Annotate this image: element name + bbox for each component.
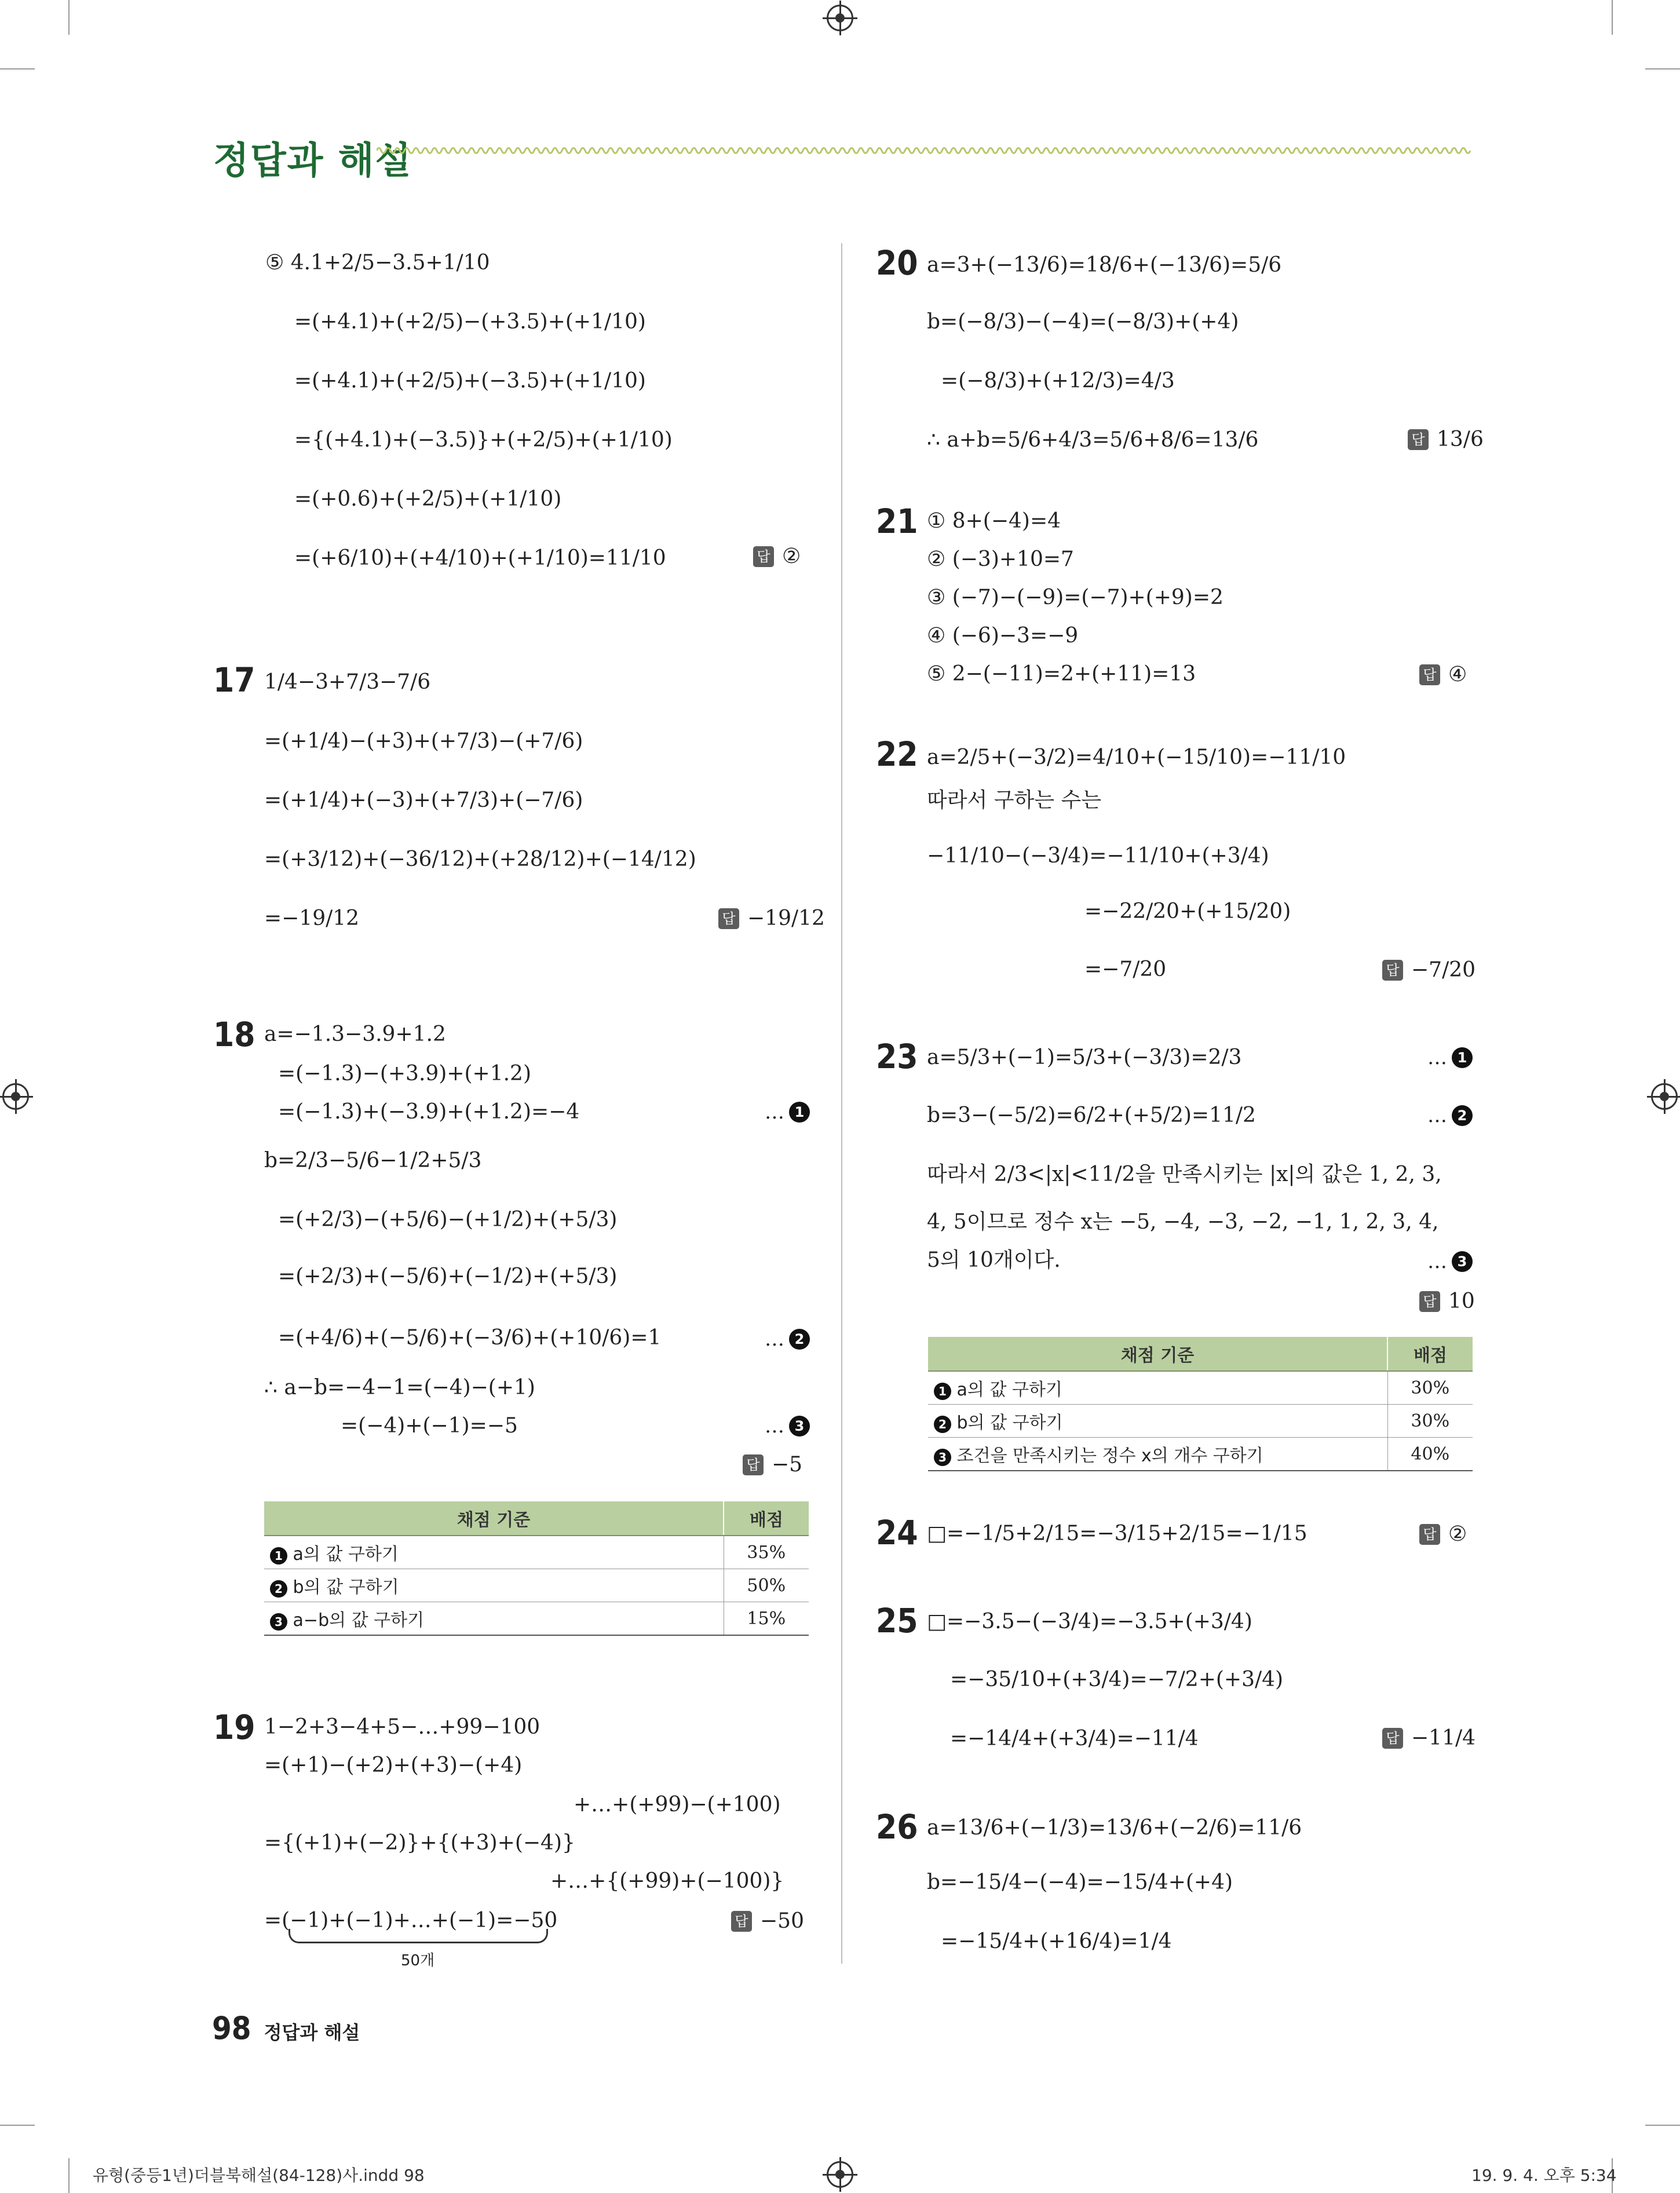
answer: [1382, 958, 1476, 982]
table-row: [928, 1405, 1473, 1438]
page-number: 98: [212, 2010, 251, 2046]
answer-box-icon: 답: [1419, 664, 1440, 685]
criterion-score: 30%: [1387, 1371, 1473, 1405]
registration-mark-bottom: [827, 2161, 853, 2188]
solution-line: =−35/10+(+3/4)=−7/2+(+3/4): [950, 1668, 1284, 1691]
solution-line: b=(−8/3)−(−4)=(−8/3)+(+4): [927, 310, 1239, 334]
solution-line: =(−1)+(−1)+…+(−1)=−50: [264, 1909, 558, 1932]
solution-line: =(−8/3)+(+12/3)=4/3: [941, 369, 1175, 393]
solution-line: b=3−(−5/2)=6/2+(+5/2)=11/2: [927, 1103, 1256, 1127]
table-row: [264, 1536, 809, 1569]
criterion-label: b의 값 구하기: [956, 1413, 1063, 1433]
solution-line: +…+(+99)−(+100): [574, 1793, 781, 1816]
solution-line: ② (−3)+10=7: [927, 547, 1074, 571]
crop-mark: [68, 0, 70, 35]
step-3-icon: 3: [789, 1416, 810, 1437]
solution-line: b=−15/4−(−4)=−15/4+(+4): [927, 1870, 1233, 1894]
criterion-score: 50%: [724, 1569, 809, 1602]
answer-box-icon: 답: [1408, 429, 1429, 450]
step-icon: 1: [934, 1383, 951, 1400]
solution-line: 4, 5이므로 정수 x는 −5, −4, −3, −2, −1, 1, 2, 3, 4,: [927, 1210, 1439, 1234]
criterion-label: b의 값 구하기: [293, 1577, 399, 1598]
answer: [743, 1453, 802, 1476]
solution-line: =−14/4+(+3/4)=−11/4: [950, 1727, 1199, 1750]
solution-line: =(+1)−(+2)+(+3)−(+4): [264, 1753, 523, 1777]
solution-line: =(+2/3)−(+5/6)−(+1/2)+(+5/3): [278, 1208, 618, 1231]
step-icon: 3: [934, 1449, 951, 1466]
solution-line: □=−3.5−(−3/4)=−3.5+(+3/4): [927, 1610, 1252, 1633]
column-divider: [841, 243, 842, 1964]
answer-box-icon: 답: [1382, 960, 1403, 981]
answer-box-icon: 답: [1382, 1728, 1403, 1749]
answer-value: 13/6: [1437, 427, 1484, 451]
step-marker: … 3: [765, 1415, 810, 1438]
step-2-icon: 2: [1452, 1105, 1473, 1126]
problem-number: 21: [876, 502, 918, 541]
solution-line: ① 8+(−4)=4: [927, 509, 1061, 533]
table-header: 배점: [1387, 1337, 1473, 1371]
answer: [718, 907, 825, 930]
crop-mark: [0, 2125, 35, 2126]
problem-number: 19: [213, 1708, 255, 1747]
step-icon: 1: [270, 1547, 287, 1565]
table-row: [928, 1438, 1473, 1471]
answer-value: −7/20: [1411, 958, 1476, 982]
step-2-icon: 2: [789, 1329, 810, 1350]
table-row: [264, 1569, 809, 1602]
step-marker: … 2: [1427, 1104, 1473, 1127]
solution-line: =(+3/12)+(−36/12)+(+28/12)+(−14/12): [264, 847, 696, 871]
solution-line: =(+0.6)+(+2/5)+(+1/10): [294, 487, 562, 511]
solution-line: ⑤ 2−(−11)=2+(+11)=13: [927, 662, 1196, 686]
step-1-icon: 1: [789, 1102, 810, 1123]
crop-mark: [1645, 68, 1680, 70]
solution-line: 5의 10개이다.: [927, 1248, 1061, 1272]
answer: [753, 544, 801, 568]
answer: [1382, 1726, 1476, 1750]
answer: [1419, 663, 1467, 686]
solution-line: =(+2/3)+(−5/6)+(−1/2)+(+5/3): [278, 1264, 618, 1288]
solution-line: =(+1/4)+(−3)+(+7/3)+(−7/6): [264, 788, 583, 812]
problem-number: 24: [876, 1513, 918, 1552]
solution-line: =−15/4+(+16/4)=1/4: [941, 1929, 1172, 1953]
criterion-score: 35%: [724, 1536, 809, 1569]
table-row: [928, 1371, 1473, 1405]
solution-line: −11/10−(−3/4)=−11/10+(+3/4): [927, 844, 1269, 868]
criterion-label: 조건을 만족시키는 정수 x의 개수 구하기: [956, 1446, 1263, 1466]
table-row: [264, 1602, 809, 1636]
step-marker: … 3: [1427, 1250, 1473, 1273]
solution-line: +…+{(+99)+(−100)}: [550, 1869, 784, 1893]
solution-line: =(+4.1)+(+2/5)+(−3.5)+(+1/10): [294, 369, 646, 393]
solution-line: 따라서 구하는 수는: [927, 788, 1102, 812]
answer-value: −50: [760, 1909, 804, 1933]
table-header: 채점 기준: [928, 1337, 1387, 1371]
step-marker: … 1: [765, 1101, 810, 1124]
crop-mark: [68, 2158, 70, 2193]
page-label: 정답과 해설: [264, 2022, 360, 2044]
solution-line: =(+6/10)+(+4/10)+(+1/10)=11/10: [294, 546, 666, 570]
solution-line: =(+4/6)+(−5/6)+(−3/6)+(+10/6)=1: [278, 1326, 662, 1350]
page-header-title: 정답과 해설: [213, 140, 412, 182]
criterion-label: a의 값 구하기: [293, 1544, 399, 1565]
answer-value: −11/4: [1411, 1726, 1476, 1750]
solution-line: a=−1.3−3.9+1.2: [264, 1022, 446, 1046]
answer: [1419, 1289, 1475, 1313]
solution-line: ={(+4.1)+(−3.5)}+(+2/5)+(+1/10): [294, 428, 673, 452]
grading-criteria-table: [264, 1501, 809, 1636]
solution-line: ∴ a−b=−4−1=(−4)−(+1): [264, 1376, 535, 1399]
problem-number: 22: [876, 734, 918, 774]
registration-mark-left: [2, 1083, 29, 1110]
answer: [731, 1909, 804, 1933]
criterion-score: 40%: [1387, 1438, 1473, 1471]
registration-mark-right: [1651, 1083, 1678, 1110]
solution-line: ③ (−7)−(−9)=(−7)+(+9)=2: [927, 586, 1224, 609]
solution-line: =(+1/4)−(+3)+(+7/3)−(+7/6): [264, 729, 583, 753]
header-wave-rule: [377, 144, 1477, 158]
answer-value: ②: [782, 544, 801, 568]
answer: [1408, 427, 1484, 451]
crop-mark: [0, 68, 35, 70]
solution-line: ∴ a+b=5/6+4/3=5/6+8/6=13/6: [927, 428, 1259, 452]
problem-number: 26: [876, 1807, 918, 1847]
page-footer: [212, 2010, 360, 2046]
solution-line: 1/4−3+7/3−7/6: [264, 670, 431, 694]
step-1-icon: 1: [1452, 1047, 1473, 1068]
solution-line: 1−2+3−4+5−…+99−100: [264, 1715, 540, 1739]
table-header: 채점 기준: [264, 1501, 724, 1536]
solution-line: a=2/5+(−3/2)=4/10+(−15/10)=−11/10: [927, 745, 1346, 769]
answer-box-icon: 답: [718, 908, 739, 929]
crop-mark: [1612, 0, 1613, 35]
solution-line: =(−4)+(−1)=−5: [341, 1414, 518, 1438]
file-name: 유형(중등1년)더블북해설(84-128)사.indd 98: [93, 2166, 425, 2185]
problem-number: 20: [876, 243, 918, 283]
grading-criteria-table: [928, 1337, 1473, 1471]
solution-line: □=−1/5+2/15=−3/15+2/15=−1/15: [927, 1522, 1308, 1545]
answer: [1419, 1522, 1467, 1546]
underbrace: [288, 1929, 548, 1943]
answer-value: 10: [1448, 1289, 1475, 1313]
solution-line: a=3+(−13/6)=18/6+(−13/6)=5/6: [927, 253, 1282, 277]
print-timestamp: 19. 9. 4. 오후 5:34: [1471, 2166, 1617, 2185]
answer-box-icon: 답: [1419, 1291, 1440, 1312]
criterion-label: a의 값 구하기: [956, 1380, 1062, 1400]
solution-line: ④ (−6)−3=−9: [927, 624, 1079, 648]
step-icon: 2: [270, 1580, 287, 1598]
solution-line: a=5/3+(−1)=5/3+(−3/3)=2/3: [927, 1046, 1242, 1069]
solution-line: =(+4.1)+(+2/5)−(+3.5)+(+1/10): [294, 310, 646, 334]
problem-number: 18: [213, 1015, 255, 1054]
step-icon: 3: [270, 1613, 287, 1631]
answer-box-icon: 답: [753, 546, 774, 567]
solution-line: =−19/12: [264, 907, 360, 930]
solution-line: a=13/6+(−1/3)=13/6+(−2/6)=11/6: [927, 1816, 1302, 1840]
criterion-score: 30%: [1387, 1405, 1473, 1438]
solution-line: ⑤ 4.1+2/5−3.5+1/10: [265, 251, 490, 275]
registration-mark-top: [827, 5, 853, 31]
solution-line: b=2/3−5/6−1/2+5/3: [264, 1149, 482, 1172]
step-marker: … 1: [1427, 1046, 1473, 1069]
solution-line: =(−1.3)−(+3.9)+(+1.2): [278, 1062, 532, 1085]
problem-number: 17: [213, 660, 255, 700]
criterion-label: a−b의 값 구하기: [293, 1610, 425, 1631]
step-icon: 2: [934, 1416, 951, 1433]
answer-box-icon: 답: [743, 1454, 764, 1475]
answer-box-icon: 답: [1419, 1524, 1440, 1545]
answer-box-icon: 답: [731, 1911, 752, 1932]
solution-line: =−22/20+(+15/20): [1084, 900, 1291, 923]
answer-value: ②: [1448, 1522, 1467, 1546]
table-header: 배점: [724, 1501, 809, 1536]
step-3-icon: 3: [1452, 1251, 1473, 1272]
criterion-score: 15%: [724, 1602, 809, 1636]
crop-mark: [1645, 2125, 1680, 2126]
brace-label: 50개: [401, 1952, 435, 1969]
problem-number: 25: [876, 1601, 918, 1640]
answer-value: ④: [1448, 663, 1467, 686]
answer-value: −5: [772, 1453, 803, 1476]
step-marker: … 2: [765, 1328, 810, 1351]
answer-value: −19/12: [747, 907, 825, 930]
solution-line: 따라서 2/3<|x|<11/2을 만족시키는 |x|의 값은 1, 2, 3,: [927, 1163, 1442, 1186]
solution-line: =(−1.3)+(−3.9)+(+1.2)=−4: [278, 1100, 580, 1124]
problem-number: 23: [876, 1037, 918, 1076]
solution-line: ={(+1)+(−2)}+{(+3)+(−4)}: [264, 1831, 575, 1855]
solution-line: =−7/20: [1084, 957, 1167, 981]
